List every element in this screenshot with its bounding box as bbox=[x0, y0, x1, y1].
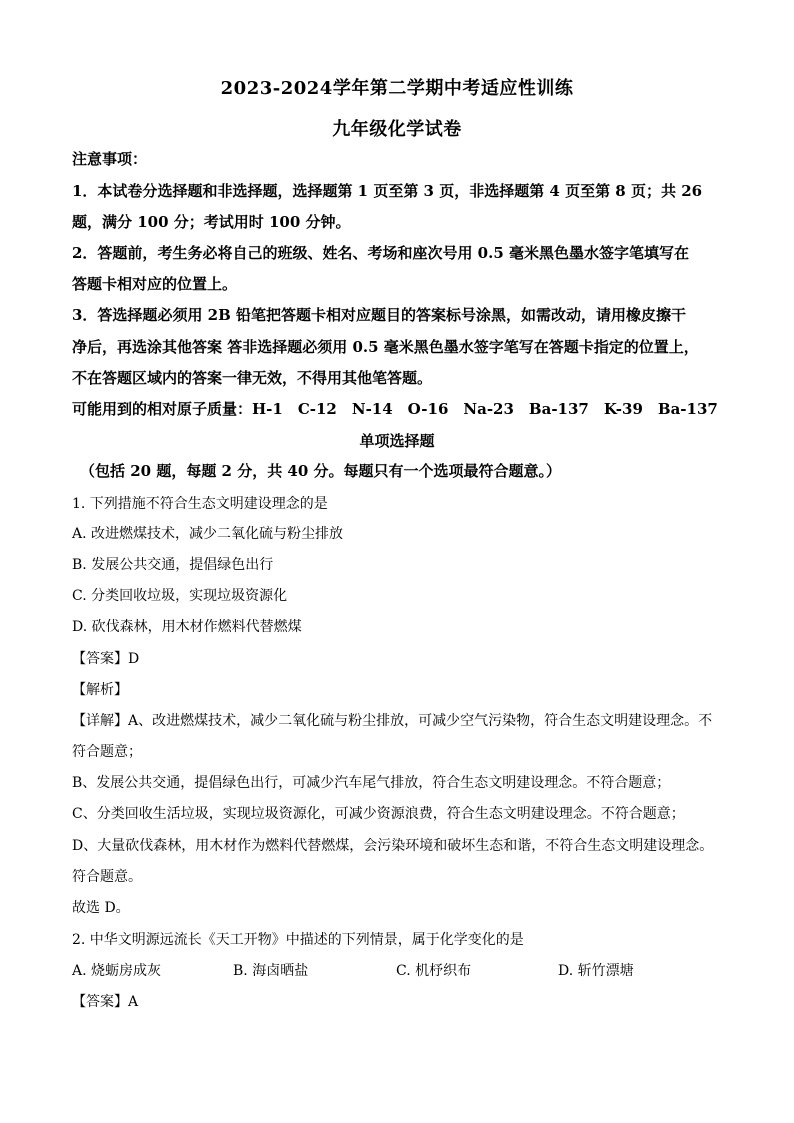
q1-answer: 【答案】D bbox=[72, 651, 140, 667]
q1-analysis: 【解析】 bbox=[72, 682, 128, 698]
notice-line: 不在答题区域内的答案一律无效，不得用其他笔答题。 bbox=[72, 369, 433, 387]
notice-line: 答题卡相对应的位置上。 bbox=[72, 275, 238, 293]
notice-line: 题，满分 100 分；考试用时 100 分钟。 bbox=[72, 213, 351, 231]
q1-option-a: A. 改进燃煤技术，减少二氧化硫与粉尘排放 bbox=[72, 526, 344, 542]
notice-line: 1．本试卷分选择题和非选择题，选择题第 1 页至第 3 页，非选择题第 4 页至第 8 页；共 26 bbox=[72, 182, 703, 200]
notice-line: 2．答题前，考生务必将自己的班级、姓名、考场和座次号用 0.5 毫米黑色墨水签字笔填写在 bbox=[72, 244, 689, 262]
q1-conclusion: 故选 D。 bbox=[72, 900, 130, 916]
notice-line: 3．答选择题必须用 2B 铅笔把答题卡相对应题目的答案标号涂黑，如需改动，请用橡皮擦干 bbox=[72, 306, 687, 324]
q1-detail: 【详解】A、改进燃煤技术，减少二氧化硫与粉尘排放，可减少空气污染物，符合生态文明建设理念。不 bbox=[72, 713, 713, 729]
q1-detail: 符合题意。 bbox=[72, 869, 142, 885]
q2-option-a: A. 烧蛎房成灰 bbox=[72, 963, 162, 979]
q1-option-d: D. 砍伐森林，用木材作燃料代替燃煤 bbox=[72, 619, 302, 635]
q1-option-c: C. 分类回收垃圾，实现垃圾资源化 bbox=[72, 588, 288, 604]
section-title: 单项选择题 bbox=[359, 432, 435, 450]
q2-answer: 【答案】A bbox=[72, 994, 139, 1010]
exam-title: 2023-2024学年第二学期中考适应性训练 bbox=[220, 78, 574, 99]
q2-option-c: C. 机杼织布 bbox=[396, 963, 472, 979]
q2-stem: 2. 中华文明源远流长《天工开物》中描述的下列情景，属于化学变化的是 bbox=[72, 932, 524, 948]
q1-detail: D、大量砍伐森林，用木材作为燃料代替燃煤，会污染环境和破坏生态和谐，不符合生态文明建设理念。 bbox=[72, 838, 714, 854]
q1-detail: 符合题意； bbox=[72, 744, 142, 760]
atomic-masses: 可能用到的相对原子质量：H-1 C-12 N-14 O-16 Na-23 Ba-137 K-39 Ba-137 bbox=[72, 400, 718, 418]
q1-option-b: B. 发展公共交通，提倡绿色出行 bbox=[72, 557, 274, 573]
q1-stem: 1. 下列措施不符合生态文明建设理念的是 bbox=[72, 496, 328, 512]
q2-option-b: B. 海卤晒盐 bbox=[233, 963, 309, 979]
notice-heading: 注意事项： bbox=[72, 150, 148, 168]
notice-line: 净后，再选涂其他答案 答非选择题必须用 0.5 毫米黑色墨水签字笔写在答题卡指定的位置上， bbox=[72, 338, 699, 356]
q1-detail: C、分类回收生活垃圾，实现垃圾资源化，可减少资源浪费，符合生态文明建设理念。不符合题意； bbox=[72, 806, 685, 822]
q1-detail: B、发展公共交通，提倡绿色出行，可减少汽车尾气排放，符合生态文明建设理念。不符合题意； bbox=[72, 775, 671, 791]
exam-subtitle: 九年级化学试卷 bbox=[332, 119, 462, 140]
section-desc: （包括 20 题，每题 2 分，共 40 分。每题只有一个选项最符合题意。） bbox=[80, 462, 562, 480]
q2-option-d: D. 斩竹漂塘 bbox=[558, 963, 634, 979]
